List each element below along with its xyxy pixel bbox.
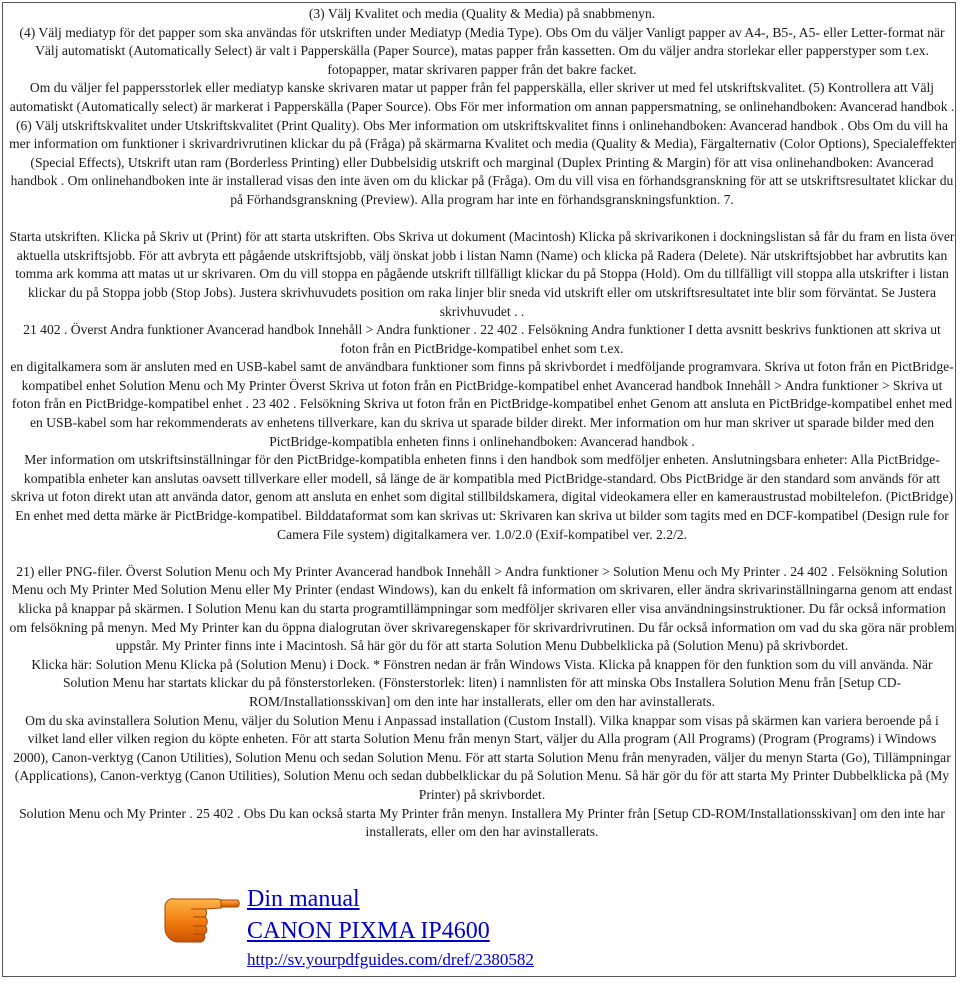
paragraph: Klicka här: Solution Menu Klicka på (Solution Menu) i Dock. * Fönstren nedan är från Windows Vista. Klicka på knappen för den funktion som du vill använda. När Solution Menu har startats klickar du på fönsterstorleken. (Fönsterstorlek: liten) i namnlisten för att minska Obs Installera Solution Menu från [Setup CD-ROM/Installationsskivan] om den inte har installerats, eller om den har avinstallerats. — [31, 656, 933, 709]
paragraph: Starta utskriften. Klicka på Skriv ut (Print) för att starta utskriften. Obs Skriva ut dokument (Macintosh) Klicka på skrivarikonen i dockningslistan så får du fram en lista över aktuella utskriftsjobb. För att avbryta ett pågående utskriftsjobb, välj önskat jobb i listan Namn (Name) och klicka på Radera (Delete). När utskriftsjobbet har avbrutits kan tomma ark komma att matas ut ur skrivaren. Om du vill stoppa en pågående utskrift tillfälligt klickar du på Stoppa (Hold). Om du tillfälligt vill stoppa alla utskrifter i listan klickar du på Stoppa jobb (Stop Jobs). Justera skrivhuvudets position om raka linjer blir sneda vid utskrift eller om utskriftsresultatet inte blir som förväntat. Se Justera skrivhuvudet . . — [9, 229, 955, 319]
paragraph: Mer information om utskriftsinställningar för den PictBridge-kompatibla enheten finns i den handbok som medföljer enheten. Anslutningsbara enheter: Alla PictBridge-kompatibla enheter kan anslutas oavsett tillverkare eller modell, så länge de är kompatibla med PictBridge-standard. Obs PictBridge är den standard som används för att skriva ut foton direkt utan att använda dator, genom att ansluta en enhet som digital stillbildskamera, digital videokamera eller en kameraustrustad mobiltelefon. (PictBridge) En enhet med detta märke är PictBridge-kompatibel. Bilddataformat som kan skrivas ut: Skrivaren kan skriva ut bilder som tagits med en DCF-kompatibel (Design rule for Camera File system) digitalkamera ver. 1.0/2.0 (Exif-kompatibel ver. 2.2/2. — [10, 452, 954, 542]
paragraph: Om du väljer fel pappersstorlek eller mediatyp kanske skrivaren matar ut papper från fel papperskälla, eller skriver ut med fel utskriftskvalitet. (5) Kontrollera att Välj automatiskt (Automatically select) är markerat i Papperskälla (Paper Source). Obs För mer information om annan pappersmatning, se onlinehandboken: Avancerad handbok . (6) Välj utskriftskvalitet under Utskriftskvalitet (Print Quality). Obs Mer information om utskriftskvalitet finns i onlinehandboken: Avancerad handbok . Obs Om du vill ha mer information om funktioner i skrivardrivrutinen klickar du på (Fråga) på skärmarna Kvalitet och media (Quality & Media), Färgalternativ (Color Options), Specialeffekter (Special Effects), Utskrift utan ram (Borderless Printing) eller Dubbelsidig utskrift och marginal (Duplex Printing & Margin) för att visa onlinehandboken: Avancerad handbok . Om onlinehandboken inte är installerad visas den inte även om du klickar på (Fråga). Om du vill visa en förhandsgranskning för att se utskriftsresultatet klickar du på Förhandsgranskning (Preview). Alla program har inte en förhandsgranskningsfunktion. 7. — [9, 80, 955, 207]
paragraph: en digitalkamera som är ansluten med en USB-kabel samt de användbara funktioner som finns på skrivbordet i medföljande programvara. Skriva ut foton från en PictBridge-kompatibel enhet Solution Menu och My Printer Överst Skriva ut foton från en PictBridge-kompatibel enhet Avancerad handbok Innehåll > Andra funktioner > Skriva ut foton från en PictBridge-kompatibel enhet . 23 402 . Felsökning Skriva ut foton från en PictBridge-kompatibel enhet Genom att ansluta en PictBridge-kompatibel enhet med en USB-kabel som har rekommenderats av enhetens tillverkare, kan du skriva ut sparade bilder direkt. Mer information om hur man skriver ut sparade bilder med den PictBridge-kompatibla enheten finns i onlinehandboken: Avancerad handbok . — [10, 359, 954, 449]
paragraph: (3) Välj Kvalitet och media (Quality & Media) på snabbmenyn. — [308, 6, 656, 21]
product-link[interactable]: CANON PIXMA IP4600 — [247, 918, 490, 944]
paragraph: 21) eller PNG-filer. Överst Solution Menu och My Printer Avancerad handbok Innehåll > Andra funktioner > Solution Menu och My Printer . 24 402 . Felsökning Solution Menu och My Printer Med Solution Menu eller My Printer (endast Windows), kan du enkelt få information om skrivaren, eller ändra skrivarinställningarna genom att endast klicka på knappar på skärmen. I Solution Menu kan du starta programtillämpningar som medföljer skrivaren eller visa användningsinstruktioner. Du får också information om felsökning på menyn. Med My Printer kan du öppna dialogrutan över skrivaregenskaper för skrivardrivrutinen. Du får också information om vad du ska göra när problem uppstår. My Printer finns inte i Macintosh. Så här gör du för att starta Solution Menu Dubbelklicka på (Solution Menu) på skrivbordet. — [9, 563, 955, 654]
page-frame — [2, 2, 956, 977]
paragraph: Solution Menu och My Printer . 25 402 . Obs Du kan också starta My Printer från menyn. Installera My Printer från [Setup CD-ROM/Installationsskivan] om den inte har installerats, eller om den har avinstallerats. — [19, 805, 945, 840]
paragraph: 21 402 . Överst Andra funktioner Avancerad handbok Innehåll > Andra funktioner . 22 402 . Felsökning Andra funktioner I detta avsnitt beskrivs funktionen att skriva ut foton från en PictBridge-kompatibel enhet som t.ex. — [23, 322, 941, 356]
pointing-hand-icon — [161, 887, 241, 955]
manual-footer — [161, 883, 681, 973]
document-body — [9, 5, 955, 842]
footer-links — [247, 883, 534, 973]
paragraph-gap — [9, 544, 955, 563]
paragraph: (4) Välj mediatyp för det papper som ska användas för utskriften under Mediatyp (Media Type). Obs Om du väljer Vanligt papper av A4-, B5-, A5- eller Letter-format när Välj automatiskt (Automatically Select) är valt i Papperskälla (Paper Source), matas papper från kassetten. Om du väljer andra storlekar eller papperstyper som t.ex. fotopapper, matar skrivaren papper från det bakre facket. — [19, 24, 945, 77]
paragraph-gap — [9, 210, 955, 229]
url-link[interactable]: http://sv.yourpdfguides.com/dref/2380582 — [247, 950, 534, 969]
paragraph: Om du ska avinstallera Solution Menu, väljer du Solution Menu i Anpassad installation (Custom Install). Vilka knappar som visas på skärmen kan variera beroende på i vilket land eller vilken region du köpte enheten. För att starta Solution Menu från menyn Start, väljer du Alla program (All Programs) (Program (Programs) i Windows 2000), Canon-verktyg (Canon Utilities), Solution Menu och sedan Solution Menu. För att starta Solution Menu från menyraden, väljer du menyn Starta (Go), Tillämpningar (Applications), Canon-verktyg (Canon Utilities), Solution Menu och sedan dubbelklickar du på Solution Menu. Så här gör du för att starta My Printer Dubbelklicka på (My Printer) på skrivbordet. — [13, 712, 951, 802]
manual-link[interactable]: Din manual — [247, 886, 360, 912]
